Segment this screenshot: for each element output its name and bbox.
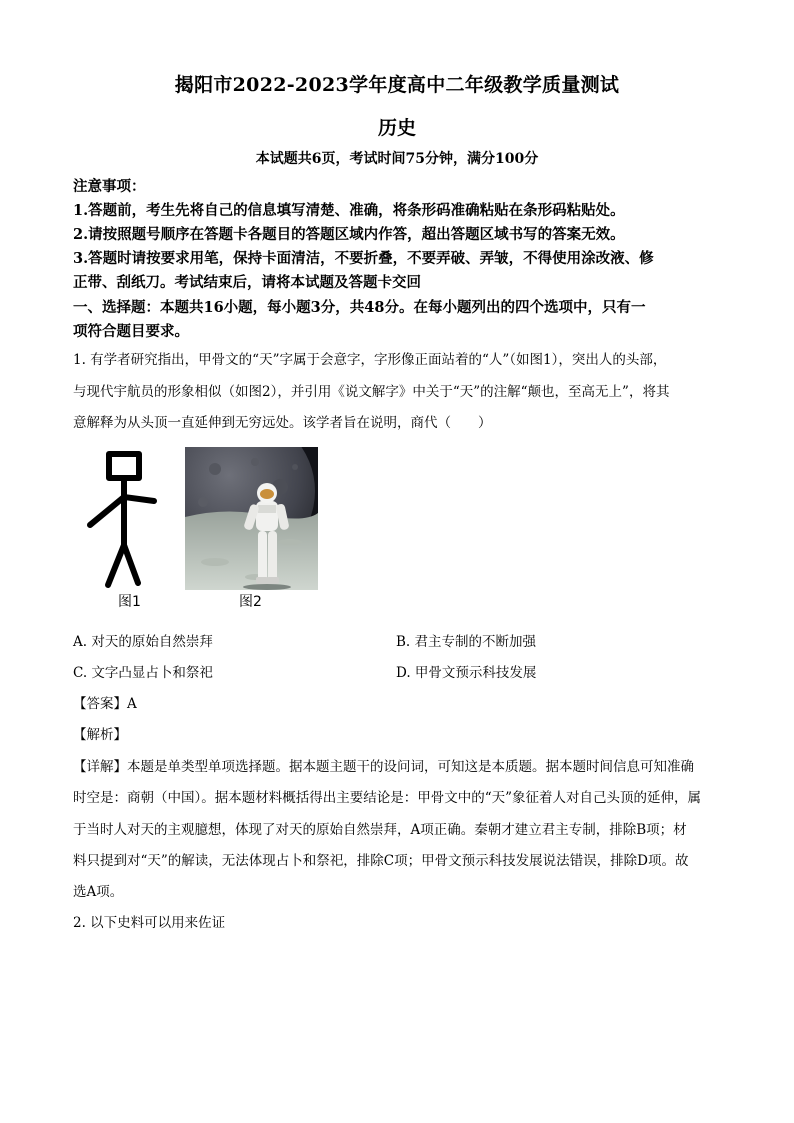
detail-line: 时空是：商朝（中国）。据本题材料概括得出主要结论是：甲骨文中的“天”象征着人对自己头顶的延伸，属	[73, 790, 702, 806]
figure1-label: 图1	[118, 594, 141, 610]
exam-info: 本试题共6页，考试时间75分钟，满分100分	[255, 151, 539, 167]
astronaut-photo	[185, 447, 318, 590]
detail-line: 选A项。	[73, 884, 124, 900]
q1-stem: 与现代宇航员的形象相似（如图2），并引用《说文解字》中关于“天”的注解“颠也，至高无上”，将其	[73, 384, 670, 400]
option-d: D. 甲骨文预示科技发展	[396, 665, 537, 681]
note-item: 正带、刮纸刀。考试结束后，请将本试题及答题卡交回	[73, 274, 421, 291]
figure2-label: 图2	[239, 594, 262, 610]
option-c: C. 文字凸显占卜和祭祀	[73, 665, 213, 681]
q1-stem: 意解释为从头顶一直延伸到无穷远处。该学者旨在说明，商代（ ）	[73, 415, 492, 431]
analysis-label: 【解析】	[73, 727, 127, 743]
exam-title: 揭阳市2022-2023学年度高中二年级教学质量测试	[174, 74, 620, 96]
section-heading: 一、选择题：本题共16小题，每小题3分，共48分。在每小题列出的四个选项中，只有一	[73, 299, 646, 316]
oracle-bone-tian-glyph	[82, 449, 160, 591]
section-heading-cont: 项符合题目要求。	[73, 323, 189, 340]
q2-stem: 2. 以下史料可以用来佐证	[73, 915, 226, 931]
detail-line: 于当时人对天的主观臆想，体现了对天的原始自然崇拜，A项正确。秦朝才建立君主专制，排除B项；材	[73, 822, 687, 838]
option-a: A. 对天的原始自然崇拜	[73, 634, 213, 650]
detail-line: 【详解】本题是单类型单项选择题。据本题主题干的设问词，可知这是本质题。据本题时间信息可知准确	[73, 759, 694, 775]
notes-heading: 注意事项：	[73, 178, 146, 195]
subject-title: 历史	[377, 117, 416, 139]
q1-stem: 1. 有学者研究指出，甲骨文的“天”字属于会意字，字形像正面站着的“人”（如图1），突出人的头部，	[73, 352, 667, 368]
detail-line: 料只提到对“天”的解读，无法体现占卜和祭祀，排除C项；甲骨文预示科技发展说法错误，排除D项。故	[73, 853, 689, 869]
answer-line: 【答案】A	[73, 696, 137, 712]
note-item: 2.请按照题号顺序在答题卡各题目的答题区域内作答，超出答题区域书写的答案无效。	[73, 226, 625, 243]
note-item: 1.答题前，考生先将自己的信息填写清楚、准确，将条形码准确粘贴在条形码粘贴处。	[73, 202, 625, 219]
note-item: 3.答题时请按要求用笔，保持卡面清洁，不要折叠，不要弄破、弄皱，不得使用涂改液、修	[73, 250, 654, 267]
option-b: B. 君主专制的不断加强	[396, 634, 537, 650]
